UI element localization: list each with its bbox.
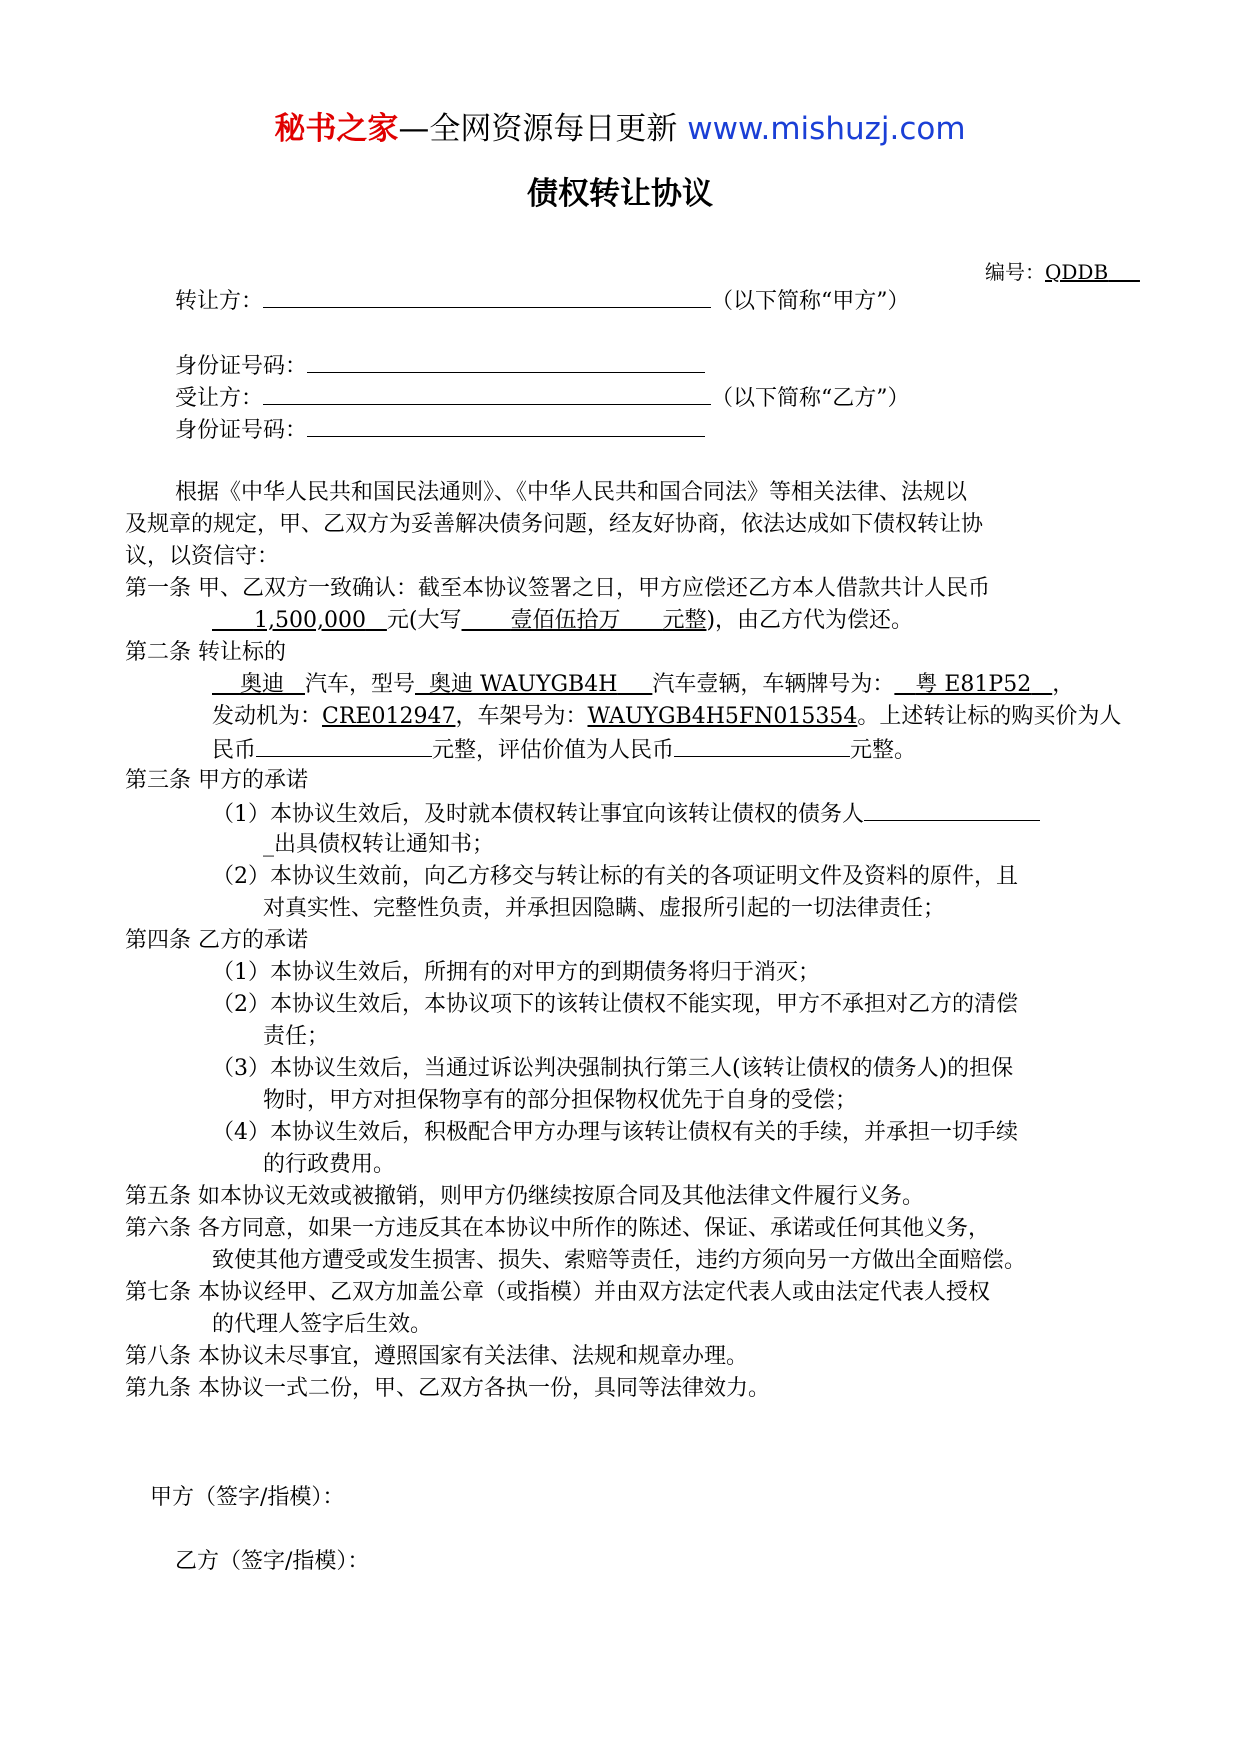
article-2-text-i: 元整。 [850, 738, 917, 763]
car-brand: 奥迪 [239, 672, 284, 697]
article-2-text-a: 汽车，型号 [304, 672, 415, 697]
contract-number-value: QDDB [1045, 260, 1109, 284]
car-model: 奥迪 WAUYGB4H [429, 672, 618, 697]
article-6-line-2: 致使其他方遭受或发生损害、损失、索赔等责任，违约方须向另一方做出全面赔偿。 [212, 1248, 1027, 1273]
article-2-text-c: ， [1052, 672, 1075, 697]
transferor-suffix: （以下简称“甲方”） [711, 289, 910, 314]
transferor-field[interactable] [263, 285, 711, 308]
article-5: 第五条 如本协议无效或被撤销，则甲方仍继续按原合同及其他法律文件履行义务。 [125, 1184, 924, 1209]
transferee-id-field[interactable] [307, 414, 705, 437]
transferee-label: 受让方： [175, 386, 264, 411]
transferor-id-row [175, 350, 705, 382]
transferee-id-row [175, 414, 705, 446]
article-4-item-4-line-1: （4）本协议生效后，积极配合甲方办理与该转让债权有关的手续，并承担一切手续 [212, 1120, 1018, 1145]
article-3-item-1-text: （1）本协议生效后，及时就本债权转让事宜向该转让债权的债务人 [212, 802, 864, 827]
debtor-field[interactable] [864, 798, 1040, 821]
article-3-item-1-line-1 [212, 798, 1040, 830]
party-b-signature-label: 乙方（签字/指模）： [175, 1549, 370, 1574]
article-2-heading: 第二条 转让标的 [125, 640, 286, 665]
article-2-text-h: 元整，评估价值为人民币 [432, 738, 675, 763]
article-7-line-1: 第七条 本协议经甲、乙双方加盖公章（或指模）并由双方法定代表人或由法定代表人授权 [125, 1280, 990, 1305]
article-3-item-2-line-1: （2）本协议生效前，向乙方移交与转让标的有关的各项证明文件及资料的原件，且 [212, 864, 1018, 889]
engine-number: CRE012947 [322, 704, 456, 729]
transferor-id-field[interactable] [307, 350, 705, 373]
site-banner [0, 103, 1240, 148]
preamble-line-3: 议，以资信守： [125, 544, 280, 569]
party-a-signature-label: 甲方（签字/指模）： [150, 1485, 345, 1510]
article-3-item-1-line-2: _出具债权转让通知书； [263, 832, 495, 857]
transferee-id-label: 身份证号码： [175, 418, 308, 443]
article-1-line-2 [212, 606, 913, 636]
appraised-value-field[interactable] [674, 734, 850, 757]
article-4-item-2-line-1: （2）本协议生效后，本协议项下的该转让债权不能实现，甲方不承担对乙方的清偿 [212, 992, 1018, 1017]
article-3-item-2-line-2: 对真实性、完整性负责，并承担因隐瞒、虚报所引起的一切法律责任； [263, 896, 946, 921]
document-title: 债权转让协议 [527, 176, 713, 212]
banner-brand: 秘书之家 [274, 111, 399, 147]
article-2-text-d: 发动机为： [212, 704, 323, 729]
transferor-id-label: 身份证号码： [175, 354, 308, 379]
transferor-row [175, 285, 910, 317]
article-1-line-1: 第一条 甲、乙双方一致确认：截至本协议签署之日，甲方应偿还乙方本人借款共计人民币 [125, 576, 990, 601]
article-4-item-2-line-2: 责任； [263, 1024, 330, 1049]
contract-number [985, 257, 1140, 287]
banner-slogan: —全网资源每日更新 [398, 111, 688, 147]
contract-number-label: 编号： [985, 260, 1045, 284]
article-4-item-3-line-2: 物时，甲方对担保物享有的部分担保物权优先于自身的受偿； [263, 1088, 858, 1113]
transferee-field[interactable] [263, 382, 711, 405]
article-6-line-1: 第六条 各方同意，如果一方违反其在本协议中所作的陈述、保证、承诺或任何其他义务， [125, 1216, 990, 1241]
article-2-line-2 [212, 702, 1121, 732]
vin-number: WAUYGB4H5FN015354 [587, 704, 858, 729]
article-8: 第八条 本协议未尽事宜，遵照国家有关法律、法规和规章办理。 [125, 1344, 748, 1369]
article-3-heading: 第三条 甲方的承诺 [125, 768, 308, 793]
article-4-item-3-line-1: （3）本协议生效后，当通过诉讼判决强制执行第三人(该转让债权的债务人)的担保 [212, 1056, 1014, 1081]
license-plate: 粤 E81P52 [915, 672, 1032, 697]
preamble-line-2: 及规章的规定，甲、乙双方为妥善解决债务问题，经友好协商，依法达成如下债权转让协 [125, 512, 984, 537]
article-7-line-2: 的代理人签字后生效。 [212, 1312, 433, 1337]
article-2-text-f: 。上述转让标的购买价为人 [857, 704, 1122, 729]
article-4-item-1: （1）本协议生效后，所拥有的对甲方的到期债务将归于消灭； [212, 960, 820, 985]
preamble-line-1: 根据《中华人民共和国民法通则》、《中华人民共和国合同法》等相关法律、法规以 [175, 480, 968, 505]
article-1-text-a: 元(大写 [386, 608, 462, 633]
article-2-text-b: 汽车壹辆，车辆牌号为： [652, 672, 895, 697]
article-4-item-4-line-2: 的行政费用。 [263, 1152, 396, 1177]
article-1-text-b: )，由乙方代为偿还。 [706, 608, 914, 633]
transferor-label: 转让方： [175, 289, 264, 314]
article-2-text-g: 民币 [212, 738, 257, 763]
purchase-price-field[interactable] [256, 734, 432, 757]
transferee-suffix: （以下简称“乙方”） [711, 386, 910, 411]
article-2-line-1 [212, 670, 1074, 700]
article-2-text-e: ，车架号为： [455, 704, 588, 729]
transferee-row [175, 382, 910, 414]
article-2-line-3 [212, 734, 916, 766]
loan-amount: 1,500,000 [253, 608, 366, 633]
banner-url-link[interactable]: www.mishuzj.com [687, 111, 966, 147]
loan-amount-words: 壹佰伍拾万 元整 [510, 608, 707, 633]
article-9: 第九条 本协议一式二份，甲、乙双方各执一份，具同等法律效力。 [125, 1376, 770, 1401]
article-4-heading: 第四条 乙方的承诺 [125, 928, 308, 953]
